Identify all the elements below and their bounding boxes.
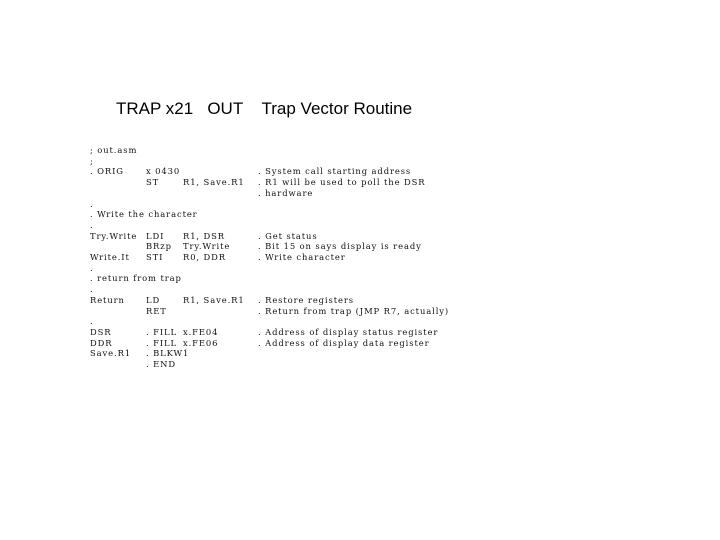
code-line [0, 359, 720, 370]
code-op: RET [146, 305, 167, 316]
code-comment: . Address of display status register [258, 326, 439, 337]
code-label: Try.Write [90, 230, 138, 241]
code-comment: . Return from trap (JMP R7, actually) [258, 305, 450, 316]
code-line [0, 263, 720, 274]
code-op: ST [146, 177, 160, 188]
code-label: ; out.asm [90, 145, 138, 155]
code-op: STI [146, 252, 164, 262]
code-label: Save.R1 [90, 348, 132, 359]
code-line [0, 188, 720, 199]
code-arg: R1, Save.R1 [183, 294, 245, 305]
code-line [0, 166, 720, 177]
code-line [0, 273, 720, 284]
code-label: . [90, 262, 94, 273]
code-line [0, 241, 720, 252]
code-arg: Try.Write [183, 241, 231, 252]
code-arg: R0, DDR [183, 252, 226, 262]
code-line [0, 199, 720, 210]
code-comment: . System call starting address [258, 166, 412, 177]
code-comment: . Bit 15 on says display is ready [258, 241, 422, 252]
code-comment: . Address of display data register [258, 337, 430, 348]
code-line [0, 306, 720, 317]
code-label: . [90, 198, 94, 209]
code-line [0, 252, 720, 263]
code-op: . BLKW [146, 348, 184, 359]
code-comment: . hardware [258, 187, 314, 198]
code-line [0, 316, 720, 327]
code-line [0, 348, 720, 359]
code-label: . [90, 316, 94, 327]
code-line [0, 220, 720, 231]
code-label: . return from trap [90, 273, 182, 284]
code-arg: x.FE06 [183, 337, 219, 348]
code-label: Write.It [90, 252, 130, 262]
code-arg: x.FE04 [183, 326, 219, 337]
code-arg: R1, Save.R1 [183, 177, 245, 188]
code-label: . [90, 284, 94, 295]
code-label: . ORIG [90, 166, 124, 177]
code-label: . [90, 219, 94, 230]
code-op: . FILL [146, 337, 177, 348]
code-line [0, 327, 720, 338]
code-label: DSR [90, 326, 112, 337]
code-line [0, 145, 720, 156]
code-label: . Write the character [90, 209, 198, 220]
code-line [0, 156, 720, 167]
code-comment: . R1 will be used to poll the DSR [258, 177, 426, 188]
code-line [0, 295, 720, 306]
code-label: ; [90, 155, 94, 166]
code-line [0, 338, 720, 349]
code-op: LD [146, 294, 161, 305]
code-op: . FILL [146, 326, 177, 337]
code-line [0, 177, 720, 188]
code-comment: . Write character [258, 252, 346, 262]
slide-title: TRAP x21 OUT Trap Vector Routine [116, 99, 413, 118]
code-arg: 1 [183, 348, 190, 359]
code-comment: . Restore registers [258, 294, 354, 305]
code-comment: . Get status [258, 230, 318, 241]
code-op: x 0430 [146, 166, 181, 177]
code-line [0, 231, 720, 242]
code-line [0, 284, 720, 295]
code-op: . END [146, 359, 176, 369]
code-label: Return [90, 294, 125, 305]
code-label: DDR [90, 337, 113, 348]
code-op: LDI [146, 230, 165, 241]
code-op: BRzp [146, 241, 172, 252]
code-arg: R1, DSR [183, 230, 226, 241]
code-line [0, 209, 720, 220]
